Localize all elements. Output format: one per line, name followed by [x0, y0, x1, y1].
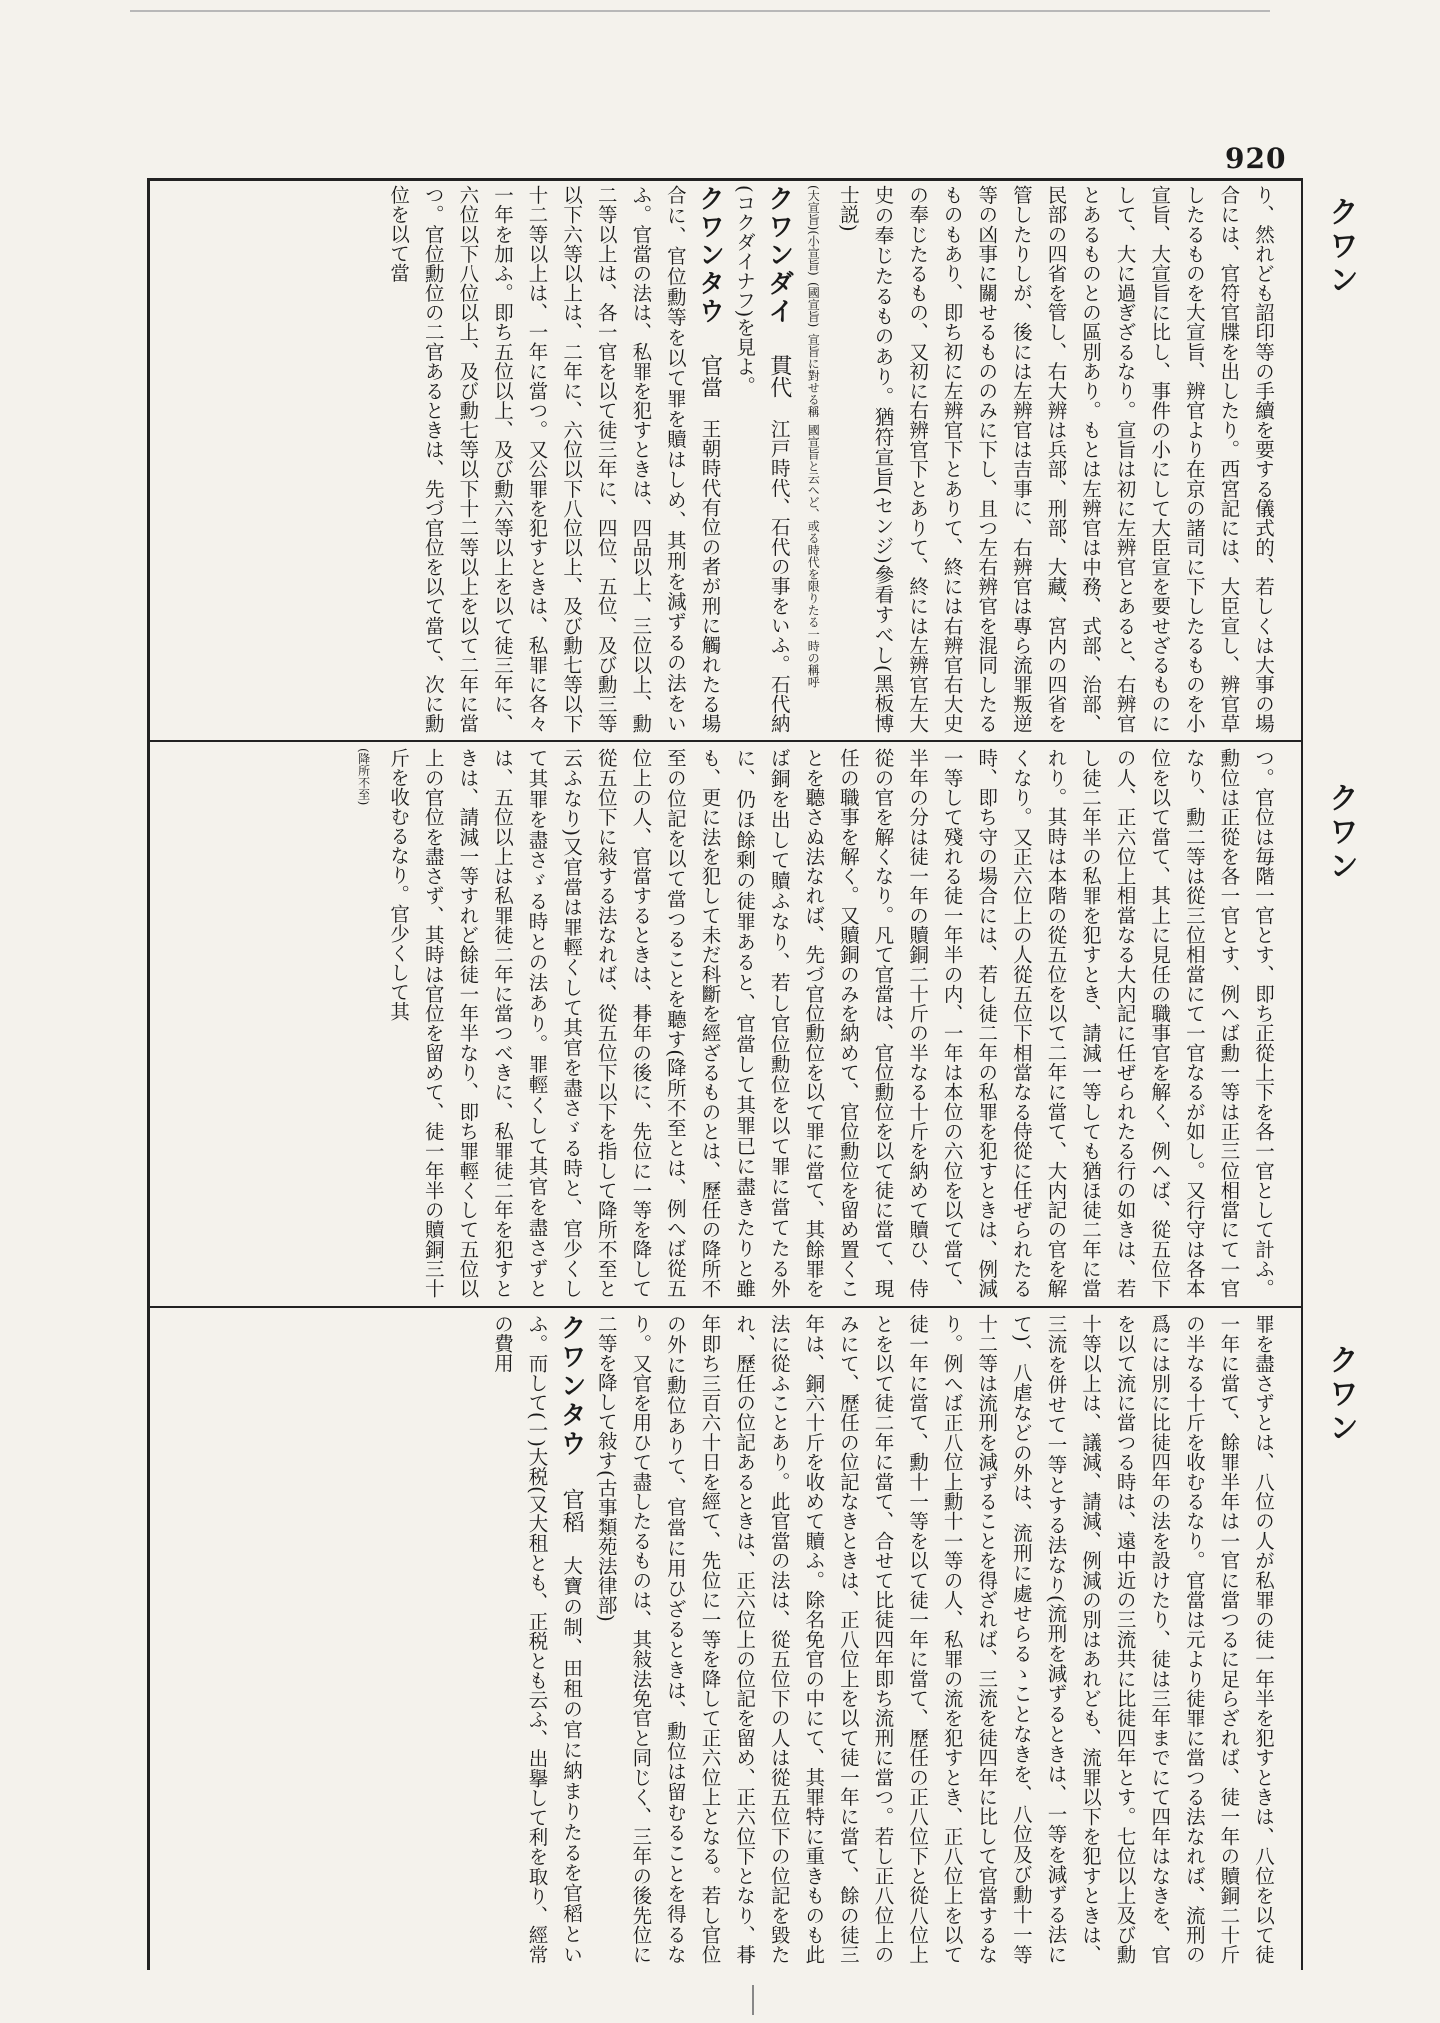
entry-kanji: 官當: [697, 354, 723, 399]
dictionary-entry: [727, 185, 796, 733]
tier-divider: [147, 740, 1303, 742]
running-head: クワン: [1323, 1344, 1358, 1446]
entry-definition: 王朝時代有位の者が刑に觸れたる場合に、官位勳等を以て罪を贖はしめ、其刑を減ずるの法をいふ。官當の法は、私罪を犯すときは、四品以上、三位以上、勳二等以上は、各一官を以て徒三年に、四位、五位、及び勳三等以下六等以上は、二年に、六位以下八位以上、及び勳七等以下十二等以上は、一年に當つ。又公罪を犯すときは、私罪に各々一年を加ふ。即ち五位以上、及び勳六等以上を以て徒三年に、六位以下八位以上、及び勳七等以下十二等以上を以て二年に當つ。官位勳位の二官あるときは、先づ官位を以て當て、次に勳位を以て當: [387, 185, 722, 733]
interlinear-note: (降所不至): [356, 748, 371, 806]
tier-divider: [147, 1306, 1303, 1308]
body-paragraph: つ。官位は毎階一官とす、即ち正從上下を各一官として計ふ。勳位は正從を各一官とす、例へば勳一等は正三位相當にて一官なり、勳二等は從三位相當にて一官なるが如し。又行守は各本位を以て當て、其上に見任の職事官を解く、例へば、從五位下の人、正六位上相當なる大内記に任ぜられたる行の如きは、若し徒二年半の私罪を犯すとき、請減一等しても猶ほ徒二年に當れり。其時は本階の從五位を以て二年に當て、大内記の官を解くなり。又正六位上の人從五位下相當なる侍從に任ぜられたる時、即ち守の場合には、若し徒二年の私罪を犯すときは、例減一等して殘れる徒一年半の内、一年は本位の六位を以て當て、半年の分は徒一年の贖銅二十斤の半なる十斤を納めて贖ひ、侍從の官を解くなり。凡て官當は、官位勳位を以て徒に當て、現任の職事を解く。又贖銅のみを納めて、官位勳位を留め置くことを聽さぬ法なれば、先づ官位勳位を以て罪に當て、其餘罪をば銅を出して贖ふなり、若し官位勳位を以て罪に當てたる外に、仍ほ餘剩の徒罪あると、官當して其罪已に盡きたりと雖も、更に法を犯して未だ科斷を經ざるものとは、歷任の降所不至の位記を以て當つることを聽す(降所不至とは、例へば從五位上の人、官當するときは、朞年の後に、先位に一等を降して從五位下に敍する法なれば、從五位下以下を指して降所不至と云ふなり)又官當は罪輕くして其官を盡さゞる時と、官少くして其罪を盡さゞる時との法あり。罪輕くして其官を盡さずとは、五位以上は私罪徒二年に當つべきに、私罪徒二年を犯すときは、請減一等すれど餘徒一年半なり、即ち罪輕くして五位以上の官位を盡さず、其時は官位を留めて、徒一年半の贖銅三十斤を收むるなり。官少くして其: [387, 748, 1275, 1298]
interlinear-note: (大宣旨)(小宣旨): [806, 185, 821, 276]
running-head: クワン: [1323, 782, 1358, 884]
entry-definition: 江戸時代、石代の事をいふ。石代納(コクダイナフ)を見よ。: [733, 185, 791, 733]
page-number: 920: [1225, 142, 1287, 175]
interlinear-note: 國宣旨と云へど、或る時代を限りたる一時の稱呼: [806, 423, 821, 688]
interlinear-note: (國宣旨): [806, 281, 821, 328]
body-paragraph: り、然れども詔印等の手續を要する儀式的、若しくは大事の場合には、官符官牒を出したり。西宮記には、大臣宣し、辨官草したるものを大宣旨、辨官より在京の諸司に下したるものを小宣旨、大宣旨に比し、事件の小にして大臣宣を要せざるものにして、大に過ぎざるなり。宣旨は初に左辨官とあると、右辨官とあるものとの區別あり。もとは左辨官は中務、式部、治部、民部の四省を管し、右大辨は兵部、刑部、大藏、宮内の四省を管したりしが、後には左辨官は吉事に、右辨官は專ら流罪叛逆等の凶事に關せるもののみに下し、且つ左右辨官を混同したるものもあり、即ち初に左辨官下とありて、終には右辨官右大史の奉じたるもの、又初に右辨官下とありて、終には左辨官左大史の奉じたるものあり。猶符宣旨(センジ)參看すべし(黑板博士説): [836, 185, 1275, 733]
dictionary-entry: [381, 185, 727, 733]
entry-kanji: 貫代: [766, 354, 792, 399]
bottom-tick: [752, 1985, 754, 2015]
entry-headword: クワンダイ: [763, 185, 794, 326]
entry-headword: クワンタウ: [556, 1314, 587, 1459]
lower-tier-text: [162, 1314, 1280, 1964]
upper-tier-text: [162, 185, 1280, 733]
middle-tier-text: [162, 748, 1280, 1298]
body-paragraph: 罪を盡さずとは、八位の人が私罪の徒一年半を犯すときは、八位を以て徒一年に當て、餘罪半年は一官に當つるに足らざれば、徒一年の贖銅二十斤の半なる十斤を收むるなり。官當は元より徒罪に當つる法なれば、流刑の爲には別に比徒四年の法を設けたり、徒は三年までにて四年はなきを、官を以て流に當つる時は、遠中近の三流共に比徒四年とす。七位以上及び勳十等以上は、議減、請減、例減の別はあれども、流罪以下を犯すときは、三流を併せて一等とする法なり(流刑を減ずるときは、一等を減ずる法にて)、八虐などの外は、流刑に處せらるゝことなきを、八位及び勳十一等十二等は流刑を減ずることを得ざれば、三流を徒四年に比して官當するなり。例へば正八位上勳十一等の人、私罪の流を犯すとき、正八位上を以て徒一年に當て、勳十一等を以て徒一年に當て、歷任の正八位下と從八位上とを以て徒二年に當て、合せて比徒四年即ち流刑に當つ。若し正八位上のみにて、歷任の位記なきときは、正八位上を以て徒一年に當て、餘の徒三年は、銅六十斤を收めて贖ふ。除名免官の中にて、其罪特に重きものも此法に從ふことあり。此官當の法は、從五位下の人は從五位下の位記を毀たれ、歷任の位記あるときは、正六位上の位記を留め、正六位下となり、朞年即ち三百六十日を經て、先位に一等を降して正六位上となる。若し官位の外に勳位ありて、官當に用ひざるときは、勳位は留むることを得るなり。又官を用ひて盡したるものは、其敍法免官と同じく、三年の後先位に二等を降して敍す(古事類苑法律部): [594, 1314, 1275, 1964]
dictionary-entry: [484, 1314, 588, 1964]
running-head: クワン: [1323, 196, 1358, 298]
entry-kanji: 官稻: [559, 1488, 585, 1535]
entry-headword: クワンタウ: [694, 185, 725, 326]
entry-definition: 大寶の制、田租の官に納まりたるを官稻といふ。而して(一)大税(又大租とも、正税とも云ふ、出擧して利を取り、經常の費用: [490, 1314, 584, 1964]
top-rule: [130, 10, 1270, 12]
interlinear-note: 宣旨に對せる稱: [806, 333, 821, 418]
